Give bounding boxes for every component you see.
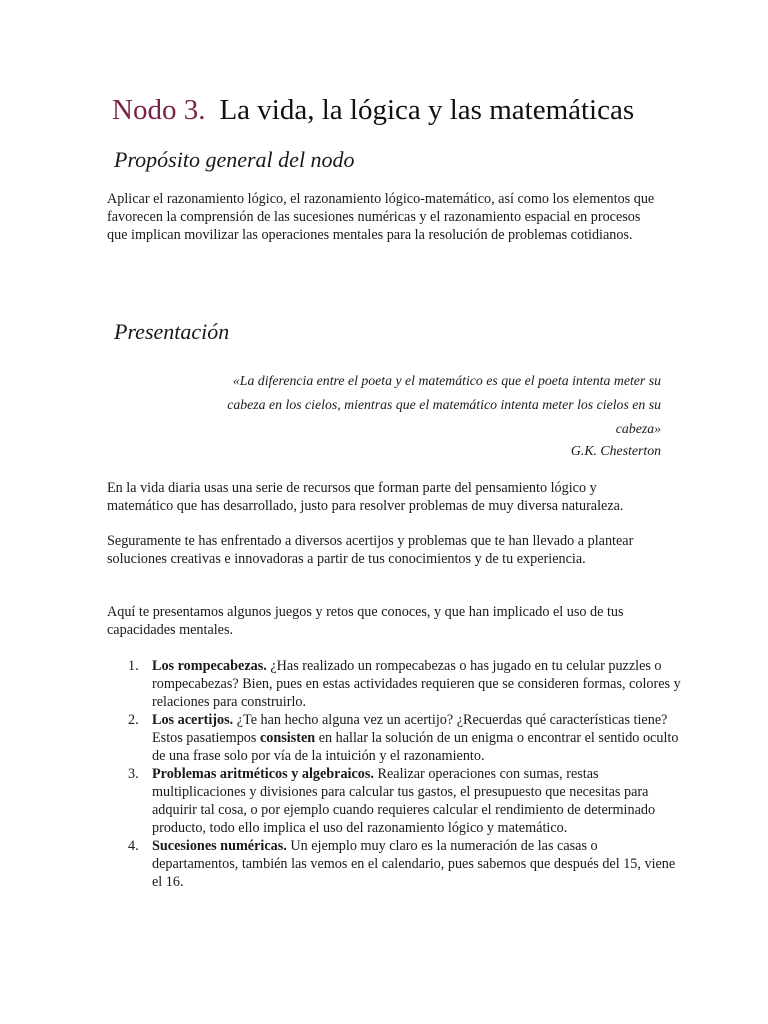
list-item-text: ¿Te han hecho alguna vez un acertijo? ¿Recuerdas qué características tiene? Estos pasatiempos: [152, 712, 668, 746]
list-item-text: ¿Has realizado un rompecabezas o has jugado en tu celular puzzles o rompecabezas? Bien, pues en estas actividades requieren que se consideren formas, colores y relaciones para construirlo.: [152, 658, 681, 710]
epigraph-quote: [195, 369, 661, 461]
list-item-title: Problemas aritméticos y algebraicos.: [152, 766, 374, 782]
list-item: [107, 657, 682, 711]
list-item-title: Los acertijos.: [152, 712, 234, 728]
intro-paragraph-2: Seguramente te has enfrentado a diversos acertijos y problemas que te han llevado a plantear soluciones creativas e innovadoras a partir de tus conocimientos y de tu experiencia.: [107, 533, 634, 567]
quote-author: G.K. Chesterton: [570, 443, 661, 458]
intro-paragraph-1: En la vida diaria usas una serie de recursos que forman parte del pensamiento lógico y matemático que has desarrollado, justo para resolver problemas de muy diversa naturaleza.: [107, 480, 624, 514]
examples-list: [107, 657, 682, 891]
list-item-number: 1.: [128, 658, 139, 674]
list-item-number: 3.: [128, 766, 139, 782]
list-item-number: 2.: [128, 712, 139, 728]
list-item-text: Un ejemplo muy claro es la numeración de las casas o departamentos, también las vemos en el calendario, pues sabemos que después del 15, viene el 16.: [152, 838, 676, 890]
intro-paragraph-3: Aquí te presentamos algunos juegos y retos que conoces, y que han implicado el uso de tus capacidades mentales.: [107, 604, 624, 638]
quote-text: «La diferencia entre el poeta y el matemático es que el poeta intenta meter su cabeza en los cielos, mientras que el matemático intenta meter los cielos en su cabeza»: [227, 373, 661, 436]
purpose-heading: Propósito general del nodo: [114, 147, 355, 172]
list-item: [107, 765, 682, 837]
list-item-title: Sucesiones numéricas.: [152, 838, 287, 854]
list-item-text: en hallar la solución de un enigma o encontrar el sentido oculto de una frase solo por vía de la intuición y el razonamiento.: [152, 730, 679, 764]
page-title: [112, 92, 634, 128]
title-text: La vida, la lógica y las matemáticas: [219, 94, 635, 126]
presentation-heading: Presentación: [114, 319, 230, 344]
list-item-text: Realizar operaciones con sumas, restas multiplicaciones y divisiones para calcular tus gastos, el presupuesto que necesitas para adquirir tal cosa, o por ejemplo cuando requieres calcular el rendimiento de determinado producto, todo ello implica el uso del razonamiento lógico y matemático.: [152, 766, 656, 836]
list-item-emphasis: consisten: [259, 730, 316, 746]
list-item-title: Los rompecabezas.: [152, 658, 267, 674]
purpose-paragraph: Aplicar el razonamiento lógico, el razonamiento lógico-matemático, así como los elementos que favorecen la comprensión de las sucesiones numéricas y el razonamiento espacial en procesos que implican movilizar las operaciones mentales para la resolución de problemas cotidianos.: [107, 191, 655, 243]
node-number: Nodo 3.: [112, 94, 206, 126]
list-item: [107, 711, 682, 765]
list-item: [107, 837, 682, 891]
list-item-number: 4.: [128, 838, 139, 854]
